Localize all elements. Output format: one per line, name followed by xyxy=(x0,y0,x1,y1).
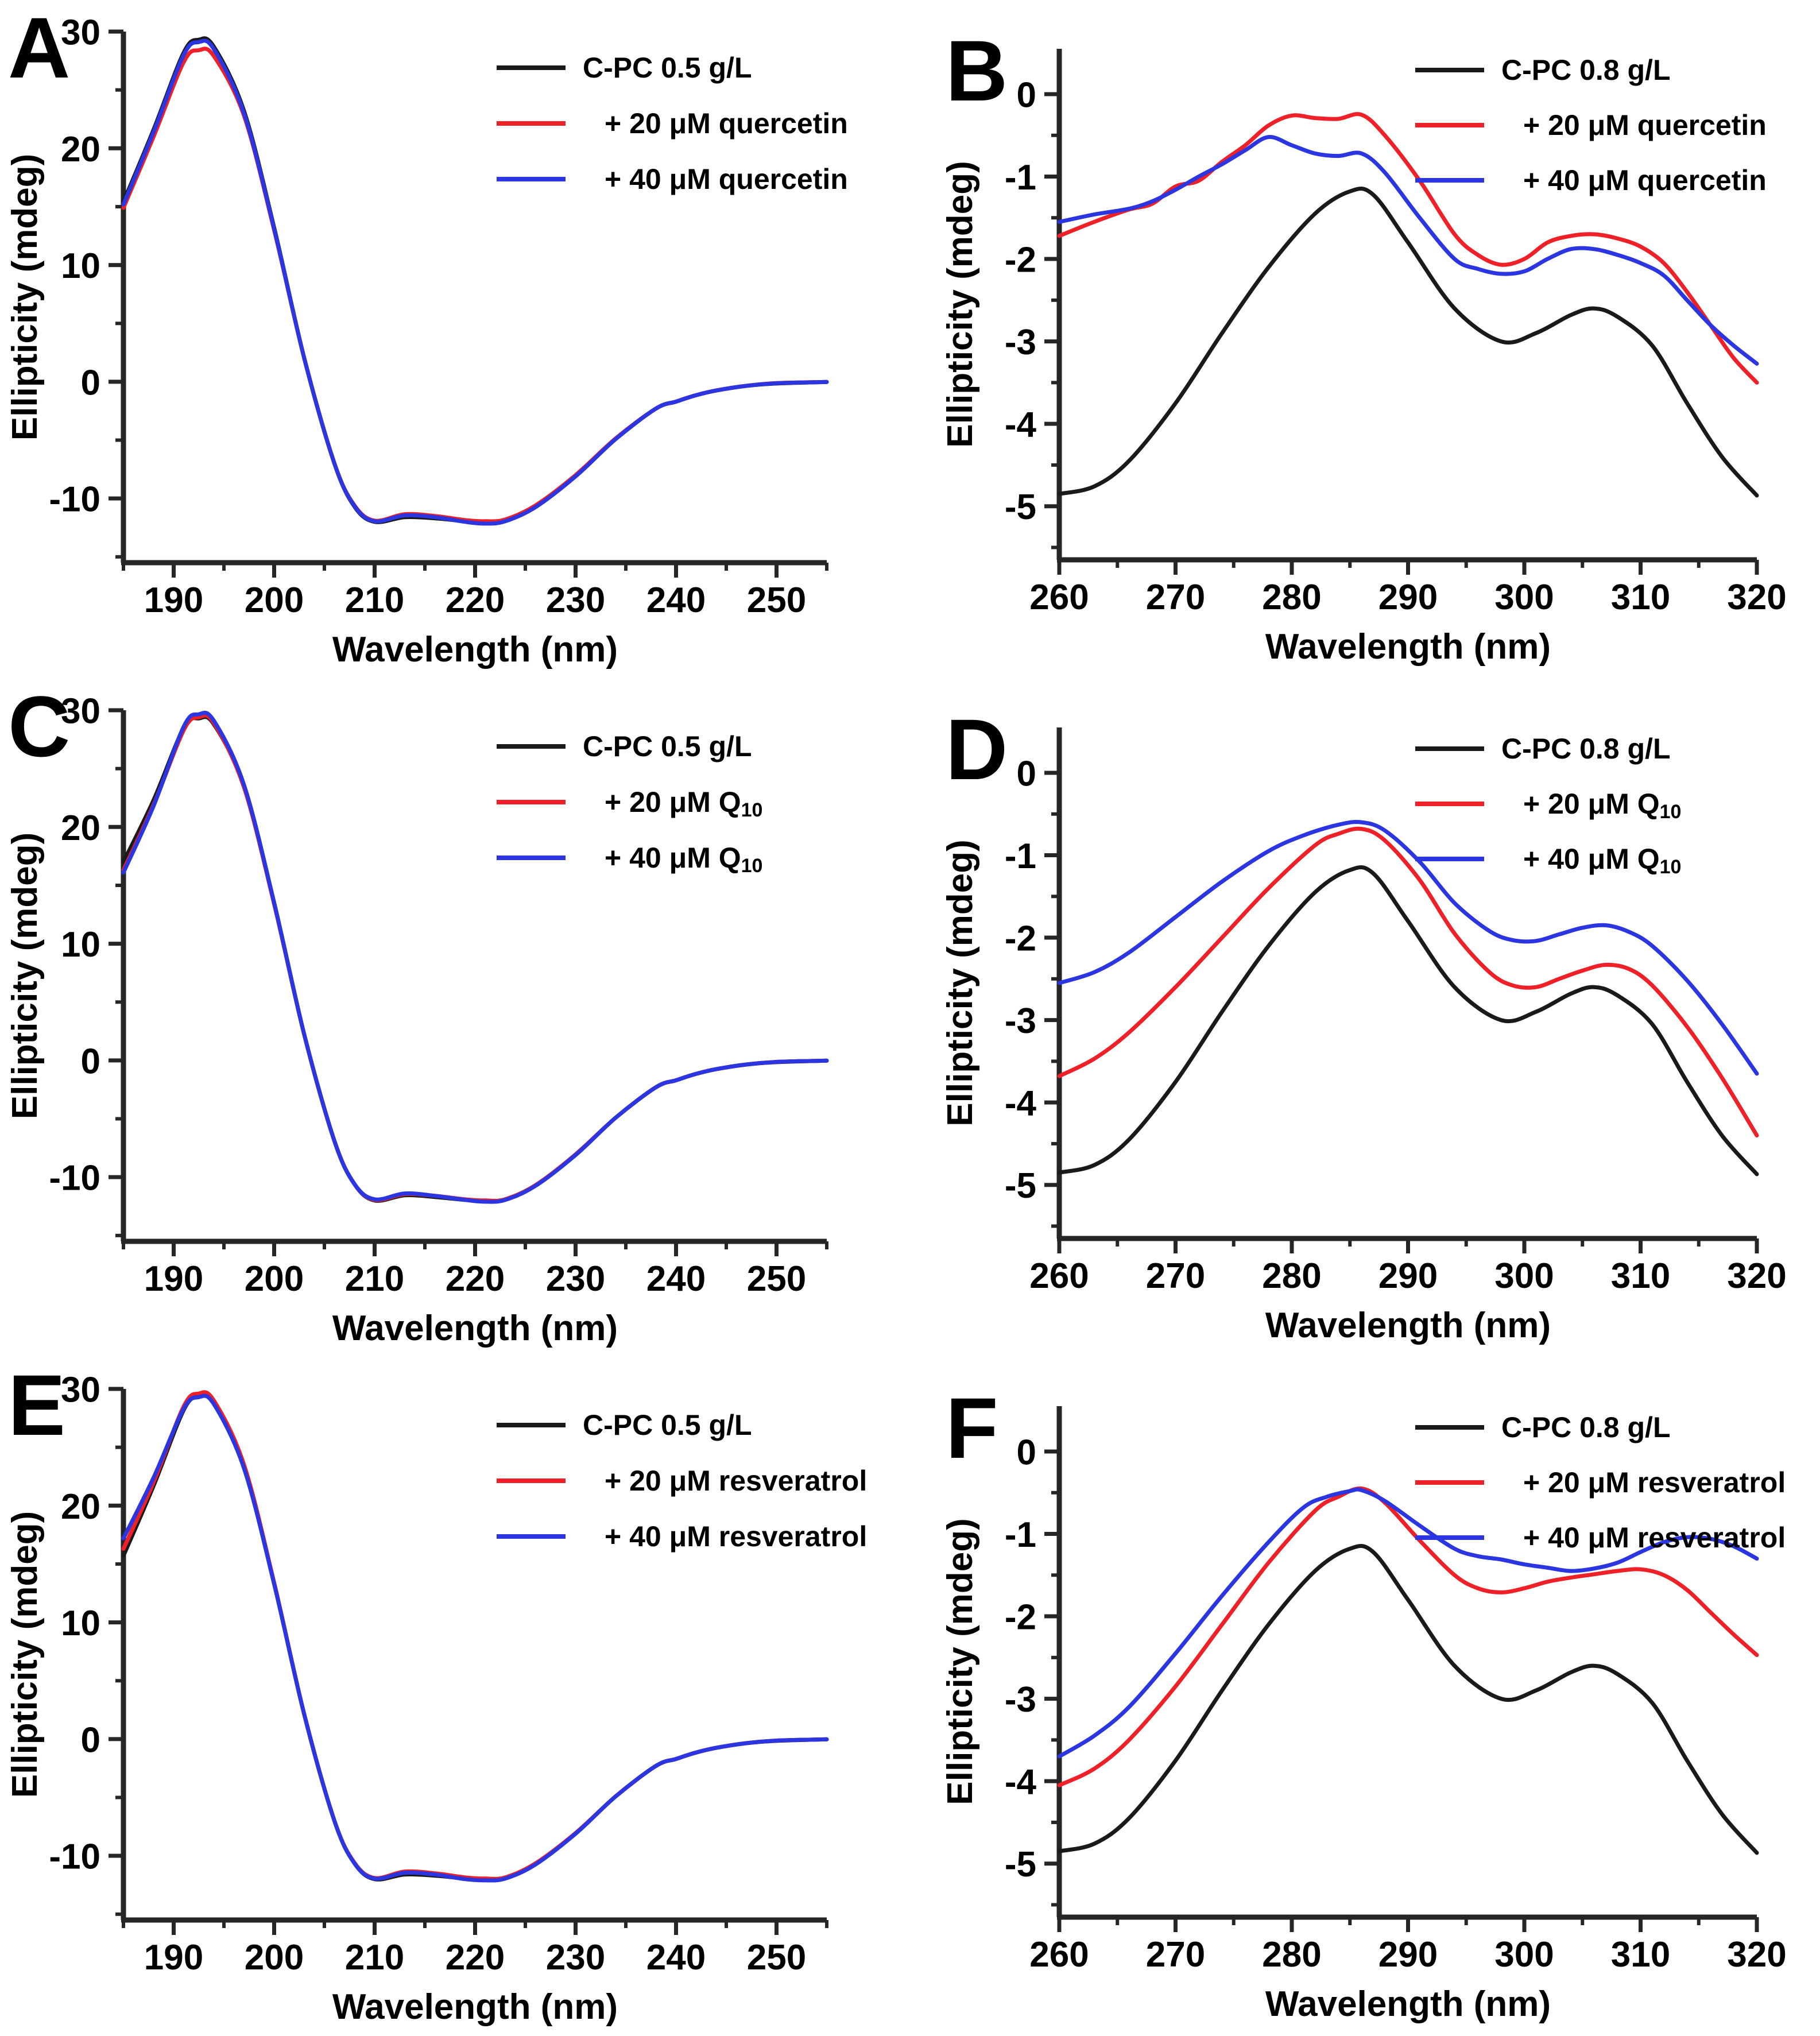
y-tick-label: -10 xyxy=(49,1158,100,1198)
y-axis-title: Ellipticity (mdeg) xyxy=(940,1518,980,1805)
panel-f-label: F xyxy=(946,1380,998,1476)
x-axis-title: Wavelength (nm) xyxy=(1265,1984,1551,2024)
legend-label: C-PC 0.8 g/L xyxy=(1501,54,1671,86)
panel-f-chart xyxy=(910,1357,1820,2036)
x-tick-label: 280 xyxy=(1262,578,1322,617)
x-tick-label: 290 xyxy=(1378,1256,1438,1296)
y-tick-label: 30 xyxy=(61,13,100,53)
y-tick-label: -3 xyxy=(1004,1001,1036,1042)
y-tick-label: -1 xyxy=(1004,837,1036,876)
x-tick-label: 240 xyxy=(646,1259,706,1299)
y-tick-label: 0 xyxy=(1016,1433,1036,1473)
x-tick-label: 210 xyxy=(344,1259,405,1299)
y-tick-label: -2 xyxy=(1004,919,1036,959)
panel-a-chart xyxy=(0,0,910,679)
x-tick-label: 260 xyxy=(1029,578,1089,617)
y-axis-title: Ellipticity (mdeg) xyxy=(5,153,45,441)
x-tick-label: 250 xyxy=(746,1938,807,1977)
y-tick-label: -4 xyxy=(1004,405,1036,445)
x-tick-label: 220 xyxy=(445,580,505,620)
x-axis-title: Wavelength (nm) xyxy=(332,1309,618,1348)
legend-label: C-PC 0.5 g/L xyxy=(583,52,752,84)
x-tick-label: 300 xyxy=(1494,1935,1554,1975)
x-tick-label: 190 xyxy=(144,580,204,620)
y-tick-label: -4 xyxy=(1004,1083,1036,1124)
y-tick-label: 0 xyxy=(80,1042,100,1082)
legend-label: + 20 μM quercetin xyxy=(605,107,848,140)
y-tick-label: -3 xyxy=(1004,1680,1036,1720)
legend-label: + 40 μM quercetin xyxy=(1523,164,1767,196)
x-tick-label: 270 xyxy=(1145,1935,1206,1975)
x-tick-label: 270 xyxy=(1145,1256,1206,1296)
panel-c-label: C xyxy=(8,678,71,775)
x-tick-label: 320 xyxy=(1727,1935,1787,1975)
x-tick-label: 250 xyxy=(746,1259,807,1299)
x-tick-label: 220 xyxy=(445,1938,505,1977)
panel-d-chart xyxy=(910,679,1820,1357)
y-tick-label: 20 xyxy=(61,129,100,169)
panel-e-chart xyxy=(0,1357,910,2036)
y-tick-label: 10 xyxy=(61,246,100,287)
y-tick-label: -5 xyxy=(1004,1166,1036,1206)
y-tick-label: 10 xyxy=(61,925,100,965)
x-axis-title: Wavelength (nm) xyxy=(332,1987,618,2027)
panel-d xyxy=(910,679,1820,1357)
x-tick-label: 300 xyxy=(1494,578,1554,617)
x-tick-label: 250 xyxy=(746,580,807,620)
y-tick-label: -10 xyxy=(49,479,100,520)
legend-label: + 40 μM $Q_{10}$ xyxy=(1523,843,1682,878)
legend-label: + 40 μM quercetin xyxy=(605,163,848,195)
x-tick-label: 230 xyxy=(545,1938,606,1977)
x-tick-label: 210 xyxy=(344,1938,405,1977)
x-tick-label: 210 xyxy=(344,580,405,620)
x-tick-label: 310 xyxy=(1610,1256,1671,1296)
legend-label: + 20 μM quercetin xyxy=(1523,109,1767,141)
x-tick-label: 280 xyxy=(1262,1935,1322,1975)
panel-a xyxy=(0,0,910,679)
x-tick-label: 310 xyxy=(1610,1935,1671,1975)
y-tick-label: 0 xyxy=(80,363,100,403)
panel-e-label: E xyxy=(8,1357,66,1453)
legend-label: C-PC 0.5 g/L xyxy=(583,1409,752,1441)
x-tick-label: 270 xyxy=(1145,578,1206,617)
x-tick-label: 220 xyxy=(445,1259,505,1299)
y-axis-title: Ellipticity (mdeg) xyxy=(5,1511,45,1798)
y-tick-label: -4 xyxy=(1004,1762,1036,1802)
x-tick-label: 300 xyxy=(1494,1256,1554,1296)
y-tick-label: 0 xyxy=(1016,75,1036,115)
x-tick-label: 260 xyxy=(1029,1256,1089,1296)
panel-a-label: A xyxy=(8,0,71,96)
panel-b xyxy=(910,0,1820,679)
x-tick-label: 230 xyxy=(545,580,606,620)
x-tick-label: 190 xyxy=(144,1938,204,1977)
y-tick-label: 10 xyxy=(61,1604,100,1644)
legend-label: C-PC 0.8 g/L xyxy=(1501,733,1671,765)
x-tick-label: 190 xyxy=(144,1259,204,1299)
y-tick-label: 30 xyxy=(61,691,100,731)
panel-b-label: B xyxy=(946,22,1008,119)
legend-label: + 20 μM resveratrol xyxy=(1523,1466,1786,1499)
y-axis-title: Ellipticity (mdeg) xyxy=(940,161,980,448)
panel-e xyxy=(0,1357,910,2036)
y-tick-label: 0 xyxy=(1016,754,1036,794)
x-tick-label: 200 xyxy=(244,1938,304,1977)
panel-d-label: D xyxy=(946,701,1008,798)
x-axis-title: Wavelength (nm) xyxy=(1265,627,1551,667)
x-tick-label: 260 xyxy=(1029,1935,1089,1975)
x-tick-label: 310 xyxy=(1610,578,1671,617)
series-curve xyxy=(1059,189,1757,496)
y-tick-label: 0 xyxy=(80,1720,100,1760)
x-axis-title: Wavelength (nm) xyxy=(1265,1306,1551,1345)
x-tick-label: 200 xyxy=(244,580,304,620)
x-tick-label: 240 xyxy=(646,1938,706,1977)
legend-label: + 20 μM $Q_{10}$ xyxy=(1523,788,1682,823)
panel-b-chart xyxy=(910,0,1820,679)
y-tick-label: -2 xyxy=(1004,240,1036,280)
x-tick-label: 280 xyxy=(1262,1256,1322,1296)
legend-label: + 20 μM resveratrol xyxy=(605,1465,868,1497)
x-tick-label: 290 xyxy=(1378,1935,1438,1975)
y-axis-title: Ellipticity (mdeg) xyxy=(940,839,980,1127)
y-tick-label: -1 xyxy=(1004,158,1036,198)
legend-label: + 20 μM $Q_{10}$ xyxy=(605,786,763,821)
x-tick-label: 240 xyxy=(646,580,706,620)
y-tick-label: 30 xyxy=(61,1370,100,1410)
x-tick-label: 200 xyxy=(244,1259,304,1299)
series-curve xyxy=(1059,868,1757,1174)
y-tick-label: 20 xyxy=(61,1487,100,1527)
x-tick-label: 320 xyxy=(1727,578,1787,617)
y-tick-label: -1 xyxy=(1004,1515,1036,1555)
y-tick-label: -5 xyxy=(1004,487,1036,528)
legend-label: + 40 μM resveratrol xyxy=(1523,1522,1786,1554)
x-tick-label: 320 xyxy=(1727,1256,1787,1296)
y-tick-label: -10 xyxy=(49,1837,100,1877)
x-axis-title: Wavelength (nm) xyxy=(332,630,618,669)
legend-label: C-PC 0.8 g/L xyxy=(1501,1411,1671,1443)
y-tick-label: -3 xyxy=(1004,323,1036,363)
y-tick-label: 20 xyxy=(61,808,100,848)
y-tick-label: -5 xyxy=(1004,1845,1036,1885)
x-tick-label: 290 xyxy=(1378,578,1438,617)
legend-label: C-PC 0.5 g/L xyxy=(583,730,752,762)
panel-c xyxy=(0,679,910,1357)
panel-f xyxy=(910,1357,1820,2036)
panel-c-chart xyxy=(0,679,910,1357)
legend-label: + 40 μM $Q_{10}$ xyxy=(605,842,763,877)
y-axis-title: Ellipticity (mdeg) xyxy=(5,832,45,1120)
series-curve xyxy=(1059,114,1757,383)
legend-label: + 40 μM resveratrol xyxy=(605,1520,868,1553)
y-tick-label: -2 xyxy=(1004,1597,1036,1638)
x-tick-label: 230 xyxy=(545,1259,606,1299)
